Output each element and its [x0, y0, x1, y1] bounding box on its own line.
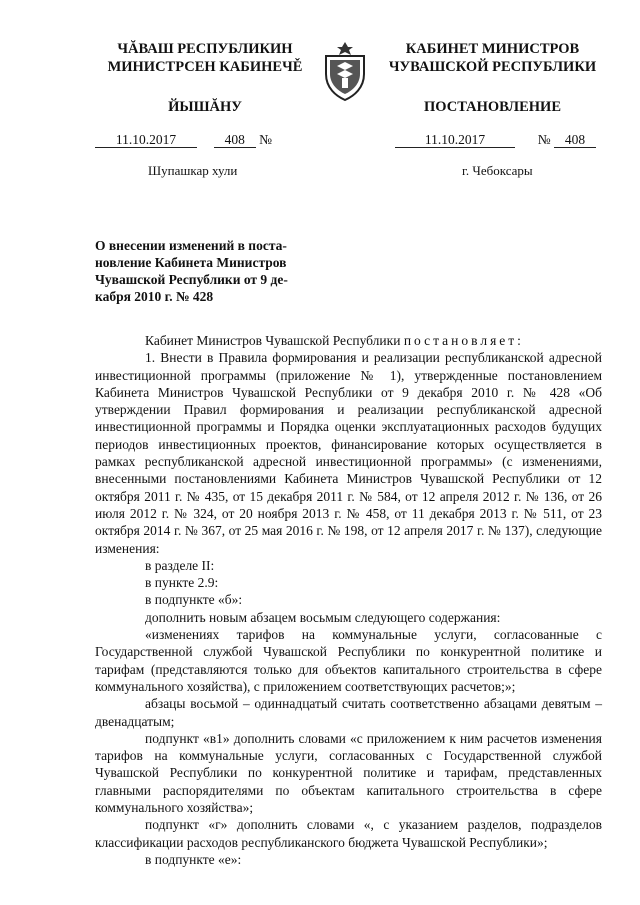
document-subject — [95, 237, 325, 305]
right-number: 408 — [554, 132, 596, 148]
body-paragraph: в подпункте «е»: — [145, 851, 242, 867]
body-paragraph: «изменениях тарифов на коммунальные услуги, согласованные с Государственной службой Чувашской Республики по конкурентной политике и тарифам (представляются только для объектов капитального строительства в сфере коммунального хозяйства), с приложением соответствующих расчетов;»; — [95, 627, 602, 694]
body-paragraph: в пункте 2.9: — [145, 575, 219, 591]
left-city: Шупашкар хули — [148, 163, 238, 178]
subject-line: новление Кабинета Министров — [95, 255, 287, 270]
right-org-line1: КАБИНЕТ МИНИСТРОВ — [405, 41, 580, 57]
left-number: 408 — [214, 132, 256, 148]
body-paragraph: дополнить новым абзацем восьмым следующего содержания: — [145, 609, 501, 625]
right-org-header — [375, 40, 610, 76]
chuvash-coat-of-arms-icon — [320, 40, 370, 102]
left-date: 11.10.2017 — [95, 132, 197, 148]
subject-line: О внесении изменений в поста- — [95, 238, 287, 253]
right-org-line2: ЧУВАШСКОЙ РЕСПУБЛИКИ — [388, 59, 597, 75]
left-doc-title: ЙЫШĂНУ — [168, 99, 242, 115]
body-paragraph: абзацы восьмой – одиннадцатый считать соответственно абзацами девятым – двенадцатым; — [95, 696, 602, 729]
left-org-line1: ЧĂВАШ РЕСПУБЛИКИН — [117, 41, 293, 57]
right-number-sign: № — [537, 132, 551, 147]
intro-prefix: Кабинет Министров Чувашской Республики — [145, 333, 401, 348]
subject-line: кабря 2010 г. № 428 — [95, 289, 214, 304]
body-paragraph: подпункт «в1» дополнить словами «с приложением к ним расчетов изменения тарифов на коммунальные услуги, согласованных с Государственной службой Чувашской Республики по конкурентной политике и тарифам, представленных главными распорядителями по объектам капитального строительства в сфере коммунального хозяйства»; — [95, 730, 602, 816]
left-date-number-line — [95, 132, 272, 148]
right-date-number-line — [395, 132, 596, 148]
body-paragraph: в подпункте «б»: — [145, 592, 243, 608]
body-paragraph: в разделе II: — [145, 557, 215, 573]
body-paragraph: подпункт «г» дополнить словами «, с указанием разделов, подразделов классификации расходов республиканского бюджета Чувашской Республики»; — [95, 817, 602, 850]
left-org-line2: МИНИСТРСЕН КАБИНЕЧĚ — [107, 59, 303, 75]
right-date: 11.10.2017 — [395, 132, 515, 148]
left-number-sign: № — [259, 132, 273, 147]
right-city: г. Чебоксары — [462, 163, 533, 178]
body-paragraph: 1. Внести в Правила формирования и реализации республиканской адресной инвестиционной программы (приложение № 1), утвержденные постановлением Кабинета Министров Чувашской Республики от 9 декабря 2010 г. № 428 «Об утверждении Правил формирования и реализации республиканской адресной инвестиционной программы и Порядка оценки эксплуатационных расходов будущих периодов инвестиционных проектов, финансирование которых осуществляется в рамках республиканской адресной инвестиционной программы» (с изменениями, внесенными постановлениями Кабинета Министров Чувашской Республики от 12 октября 2011 г. № 435, от 15 декабря 2011 г. № 584, от 12 апреля 2012 г. № 136, от 26 июля 2012 г. № 324, от 20 ноября 2013 г. № 458, от 11 декабря 2013 г. № 511, от 23 октября 2014 г. № 367, от 25 мая 2016 г. № 198, от 12 апреля 2017 г. № 137), следующие изменения: — [95, 350, 602, 556]
document-body — [95, 332, 602, 868]
right-doc-title: ПОСТАНОВЛЕНИЕ — [423, 99, 561, 115]
subject-line: Чувашской Республики от 9 де- — [95, 272, 288, 287]
intro-keyword: постановляет: — [403, 333, 524, 348]
left-org-header — [95, 40, 315, 76]
intro-paragraph — [95, 332, 602, 349]
